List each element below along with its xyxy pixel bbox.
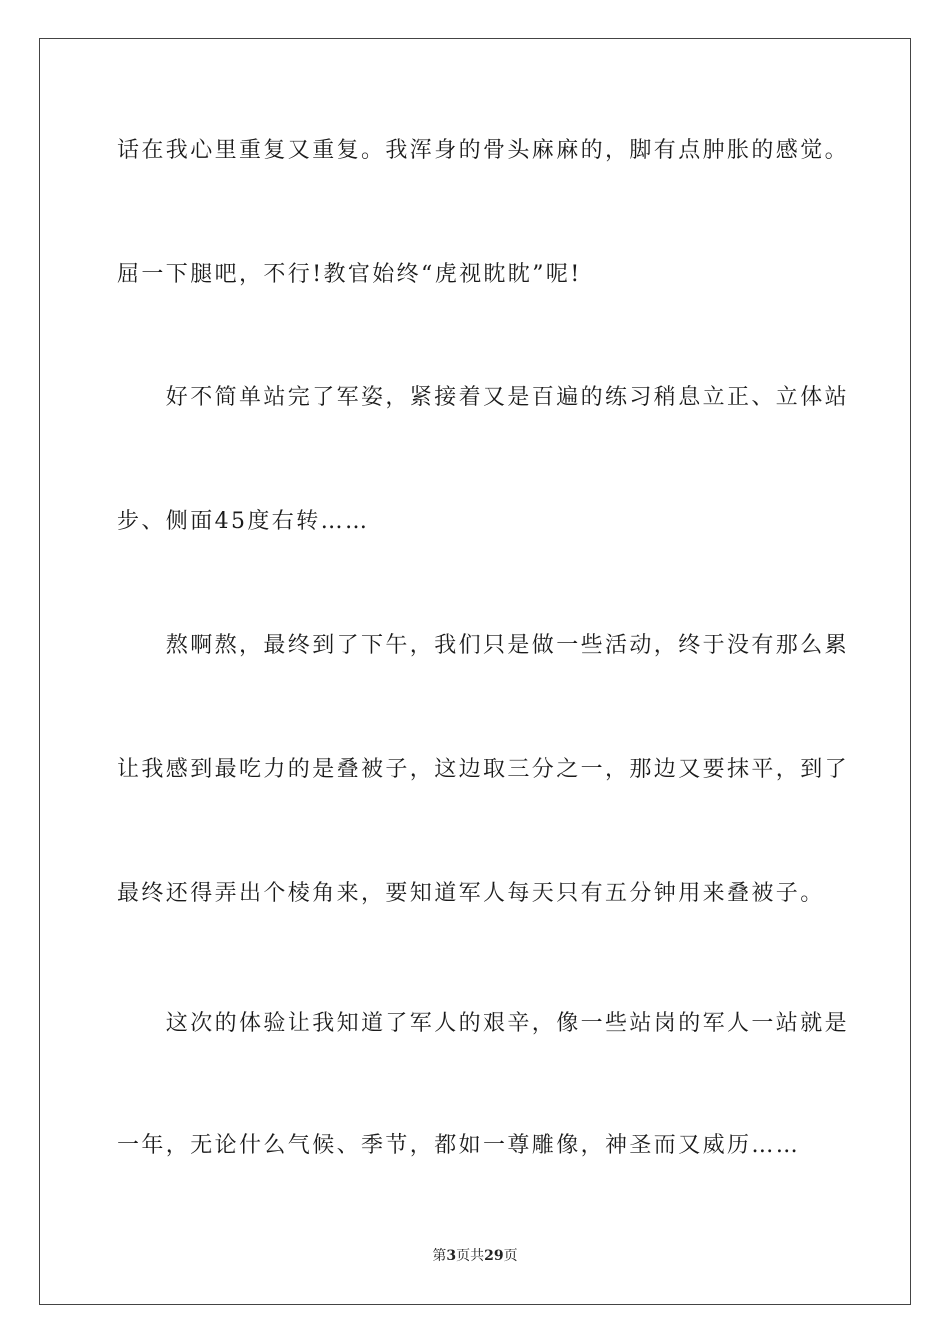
text-line-9: 一年，无论什么气候、季节，都如一尊雕像，神圣而又威历…… (117, 1133, 801, 1158)
total-prefix: 共 (470, 1248, 485, 1264)
page-prefix: 第 (432, 1248, 447, 1264)
text-line-5: 熬啊熬，最终到了下午，我们只是做一些活动，终于没有那么累 (117, 633, 850, 658)
text-line-2: 屈一下腿吧，不行!教官始终“虎视眈眈”呢! (117, 262, 582, 287)
text-line-4: 步、侧面45度右转…… (117, 509, 370, 534)
page-border (39, 38, 911, 1305)
page-number: 3 (446, 1248, 457, 1264)
text-line-8: 这次的体验让我知道了军人的艰辛，像一些站岗的军人一站就是 (117, 1011, 850, 1036)
page-footer (0, 1245, 950, 1265)
text-line-3: 好不简单站完了军姿，紧接着又是百遍的练习稍息立正、立体站 (117, 385, 850, 410)
text-line-1: 话在我心里重复又重复。我浑身的骨头麻麻的，脚有点肿胀的感觉。 (117, 138, 850, 163)
page-suffix: 页 (456, 1248, 471, 1264)
text-line-7: 最终还得弄出个棱角来，要知道军人每天只有五分钟用来叠被子。 (117, 881, 825, 906)
total-suffix: 页 (503, 1248, 518, 1264)
total-pages: 29 (484, 1248, 504, 1264)
text-line-6: 让我感到最吃力的是叠被子，这边取三分之一，那边又要抹平，到了 (117, 757, 850, 782)
